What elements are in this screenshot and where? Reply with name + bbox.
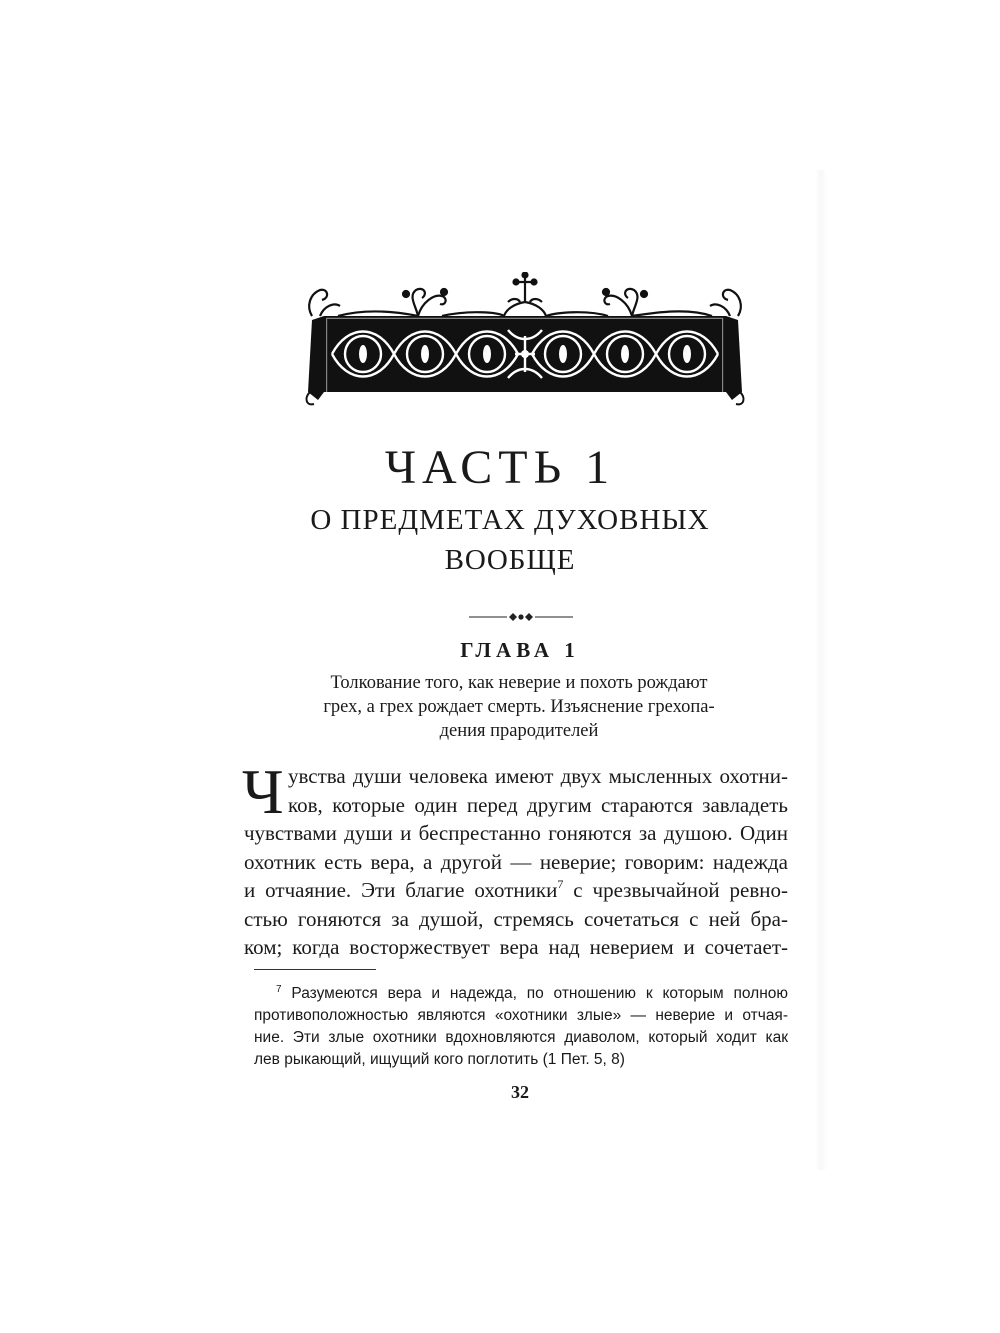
chapter-summary <box>296 671 742 743</box>
ornamental-headpiece <box>298 272 752 408</box>
body-line-part: и отчаяние. Эти благие охотники <box>244 878 558 902</box>
body-line: увства души человека имеют двух мысленных охотни- <box>288 764 788 788</box>
footnote-line: противоположностью являются «охотники злые» — неверие и отчая- <box>254 1007 788 1024</box>
drop-cap: Ч <box>242 756 284 827</box>
footnote-line <box>254 983 788 1005</box>
part-subtitle-line: О ПРЕДМЕТАХ ДУХОВНЫХ <box>310 504 710 536</box>
body-line-part: с чрезвычайной ревно- <box>563 878 788 902</box>
body-line: охотник есть вера, а другой — неверие; говорим: надежда <box>244 849 788 874</box>
part-title: ЧАСТЬ 1 <box>384 441 616 494</box>
body-line: чувствами души и беспрестанно гоняются за душою. Один <box>244 821 788 845</box>
footnote <box>254 983 788 1071</box>
footnote-separator <box>254 969 376 970</box>
body-line <box>244 876 788 905</box>
footnote-reference[interactable]: 7 <box>557 877 564 891</box>
footnote-number: 7 <box>276 984 282 995</box>
footnote-line: лев рыкающий, ищущий кого поглотить (1 Пет. 5, 8) <box>254 1051 625 1068</box>
body-line: ком; когда восторжествует вера над неверием и сочетает- <box>244 935 788 959</box>
section-divider <box>469 611 573 623</box>
chapter-summary-line: дения прародителей <box>439 721 599 741</box>
page-edge-shadow <box>815 170 827 1170</box>
footnote-text: Разумеются вера и надежда, по отношению к которым полною <box>281 985 788 1002</box>
body-paragraph <box>242 756 788 962</box>
chapter-title: ГЛАВА 1 <box>460 638 580 662</box>
part-subtitle <box>250 500 770 580</box>
body-line: ков, которые один перед другим стараются завладеть <box>288 792 788 817</box>
footnote-line: ние. Эти злые охотники вдохновляются диаволом, который ходит как <box>254 1029 788 1046</box>
chapter-summary-line: Толкование того, как неверие и похоть рождают <box>330 673 708 693</box>
page-number: 32 <box>511 1082 529 1102</box>
part-subtitle-line: ВООБЩЕ <box>444 544 576 576</box>
body-line: стью гоняются за душой, стремясь сочетаться с ней бра- <box>244 906 788 931</box>
chapter-summary-line: грех, а грех рождает смерть. Изъяснение грехопа- <box>323 697 715 717</box>
